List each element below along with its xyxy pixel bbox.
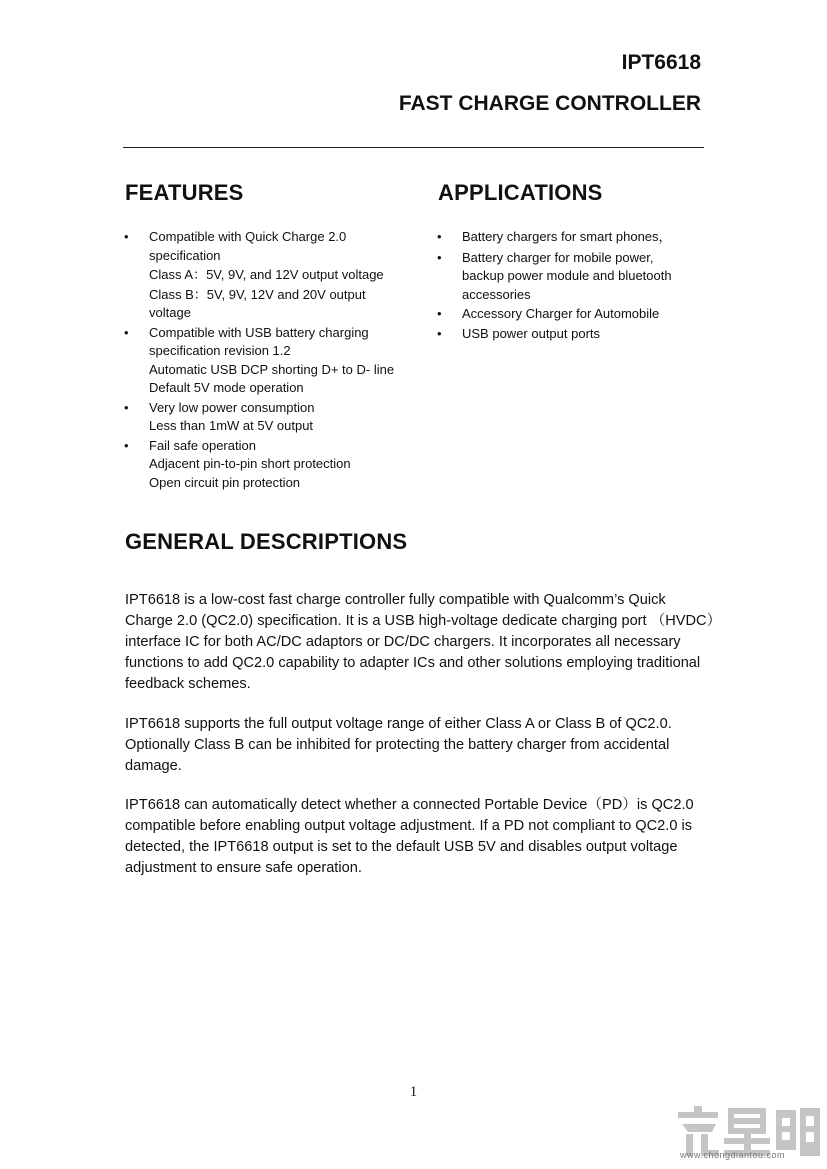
feature-item (124, 228, 416, 323)
general-descriptions-heading: GENERAL DESCRIPTIONS (125, 529, 408, 554)
page-number: 1 (409, 1084, 418, 1100)
application-item (437, 305, 697, 324)
features-heading: FEATURES (125, 180, 244, 205)
feature-text: Fail safe operation (149, 437, 256, 453)
description-paragraph: IPT6618 can automatically detect whether a connected Portable Device（PD）is QC2.0 compatible before enabling output voltage adjustment. If a PD not compliant to QC2.0 is detected, the IPT6618 output is set to the default USB 5V and disables output voltage adjustment to ensure safe operation. (125, 797, 694, 876)
header-divider (123, 147, 704, 148)
document-title: FAST CHARGE CONTROLLER (398, 92, 701, 115)
feature-item (124, 324, 416, 398)
applications-list (437, 228, 697, 343)
watermark-url: www.chongdiantou.com (680, 1150, 786, 1160)
application-item (437, 325, 697, 344)
document-header (399, 50, 701, 117)
feature-detail: Adjacent pin-to-pin short protection (149, 456, 351, 471)
feature-detail: Default 5V mode operation (149, 380, 304, 395)
feature-detail: Automatic USB DCP shorting D+ to D- line (149, 361, 395, 377)
part-number: IPT6618 (621, 51, 701, 74)
feature-text: Compatible with USB battery charging specification revision 1.2 (149, 324, 369, 358)
application-item (437, 249, 697, 305)
feature-detail: Less than 1mW at 5V output (149, 418, 314, 433)
applications-heading: APPLICATIONS (438, 180, 603, 205)
application-text: USB power output ports (462, 325, 601, 341)
features-list (124, 228, 416, 492)
feature-detail: Open circuit pin protection (149, 474, 301, 490)
feature-text: Very low power consumption (149, 399, 315, 415)
feature-item (124, 399, 416, 436)
feature-detail: Class A：5V, 9V, and 12V output voltage (149, 267, 384, 282)
application-item (437, 228, 697, 247)
feature-text: Compatible with Quick Charge 2.0 specification (149, 229, 347, 263)
application-text: Accessory Charger for Automobile (462, 306, 660, 321)
application-text: Battery chargers for smart phones， (462, 229, 672, 244)
feature-item (124, 437, 416, 493)
description-paragraph: IPT6618 is a low-cost fast charge controller fully compatible with Qualcomm’s Quick Charge 2.0 (QC2.0) specification. It is a USB high-voltage dedicate charging port （HVDC）interface IC for both AC/DC adaptors or DC/DC chargers. It incorporates all necessary functions to add QC2.0 capability to adapter ICs and other solutions employing traditional feedback schemes. (125, 592, 714, 692)
description-paragraph: IPT6618 supports the full output voltage range of either Class A or Class B of QC2.0. Optionally Class B can be inhibited for protecting the battery charger from accidental damage. (125, 716, 672, 774)
application-text: Battery charger for mobile power, backup power module and bluetooth accessories (462, 249, 672, 302)
feature-detail: Class B：5V, 9V, 12V and 20V output voltage (149, 286, 366, 320)
